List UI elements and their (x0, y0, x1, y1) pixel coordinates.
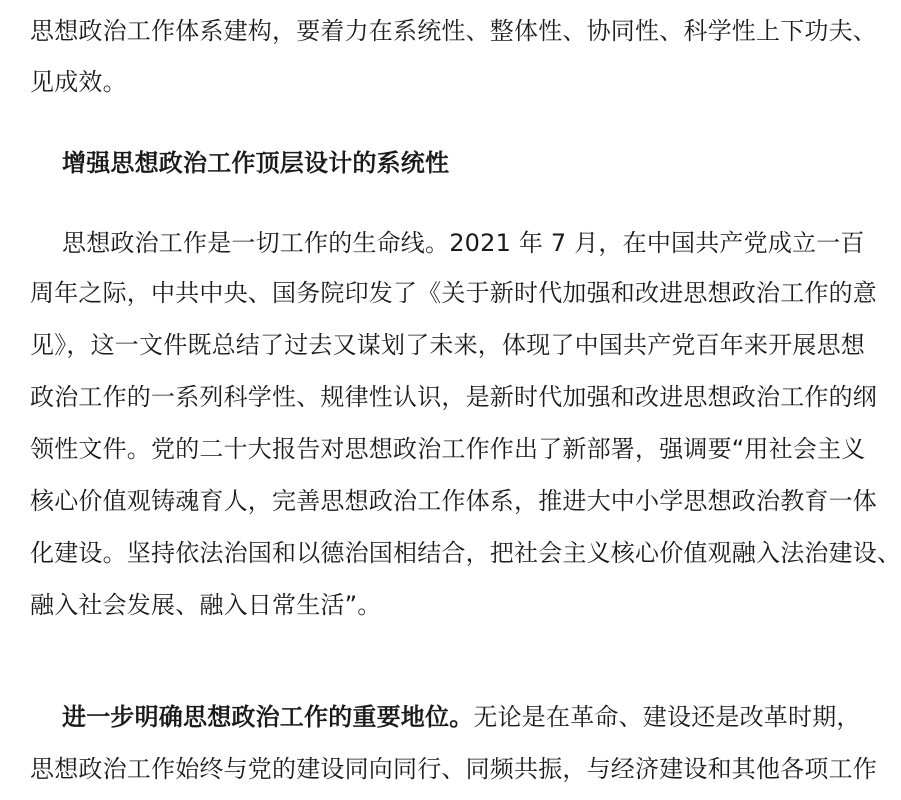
paragraph-line: 思想政治工作始终与党的建设同向同行、同频共振，与经济建设和其他各项工作 (30, 755, 877, 783)
paragraph-lead-text: 无论是在革命、建设还是改革时期， (473, 703, 861, 731)
paragraph-line: 核心价值观铸魂育人，完善思想政治工作体系，推进大中小学思想政治教育一体 (30, 487, 877, 515)
section-heading: 增强思想政治工作顶层设计的系统性 (62, 149, 450, 177)
paragraph-line: 融入社会发展、融入日常生活”。 (30, 591, 382, 619)
paragraph-line: 政治工作的一系列科学性、规律性认识，是新时代加强和改进思想政治工作的纲 (30, 383, 877, 411)
paragraph-lead-line (62, 697, 861, 737)
paragraph-line: 周年之际，中共中央、国务院印发了《关于新时代加强和改进思想政治工作的意 (30, 279, 877, 307)
paragraph-line: 思想政治工作是一切工作的生命线。2021 年 7 月，在中国共产党成立一百 (62, 229, 865, 257)
paragraph-line: 领性文件。党的二十大报告对思想政治工作作出了新部署，强调要“用社会主义 (30, 435, 866, 463)
paragraph-line: 见》，这一文件既总结了过去又谋划了未来，体现了中国共产党百年来开展思想 (30, 331, 865, 359)
intro-line: 见成效。 (30, 68, 127, 96)
paragraph-lead-bold: 进一步明确思想政治工作的重要地位。 (62, 703, 474, 731)
intro-line: 思想政治工作体系建构，要着力在系统性、整体性、协同性、科学性上下功夫、 (30, 17, 877, 45)
paragraph-line: 化建设。坚持依法治国和以德治国相结合，把社会主义核心价值观融入法治建设、 (30, 539, 901, 567)
